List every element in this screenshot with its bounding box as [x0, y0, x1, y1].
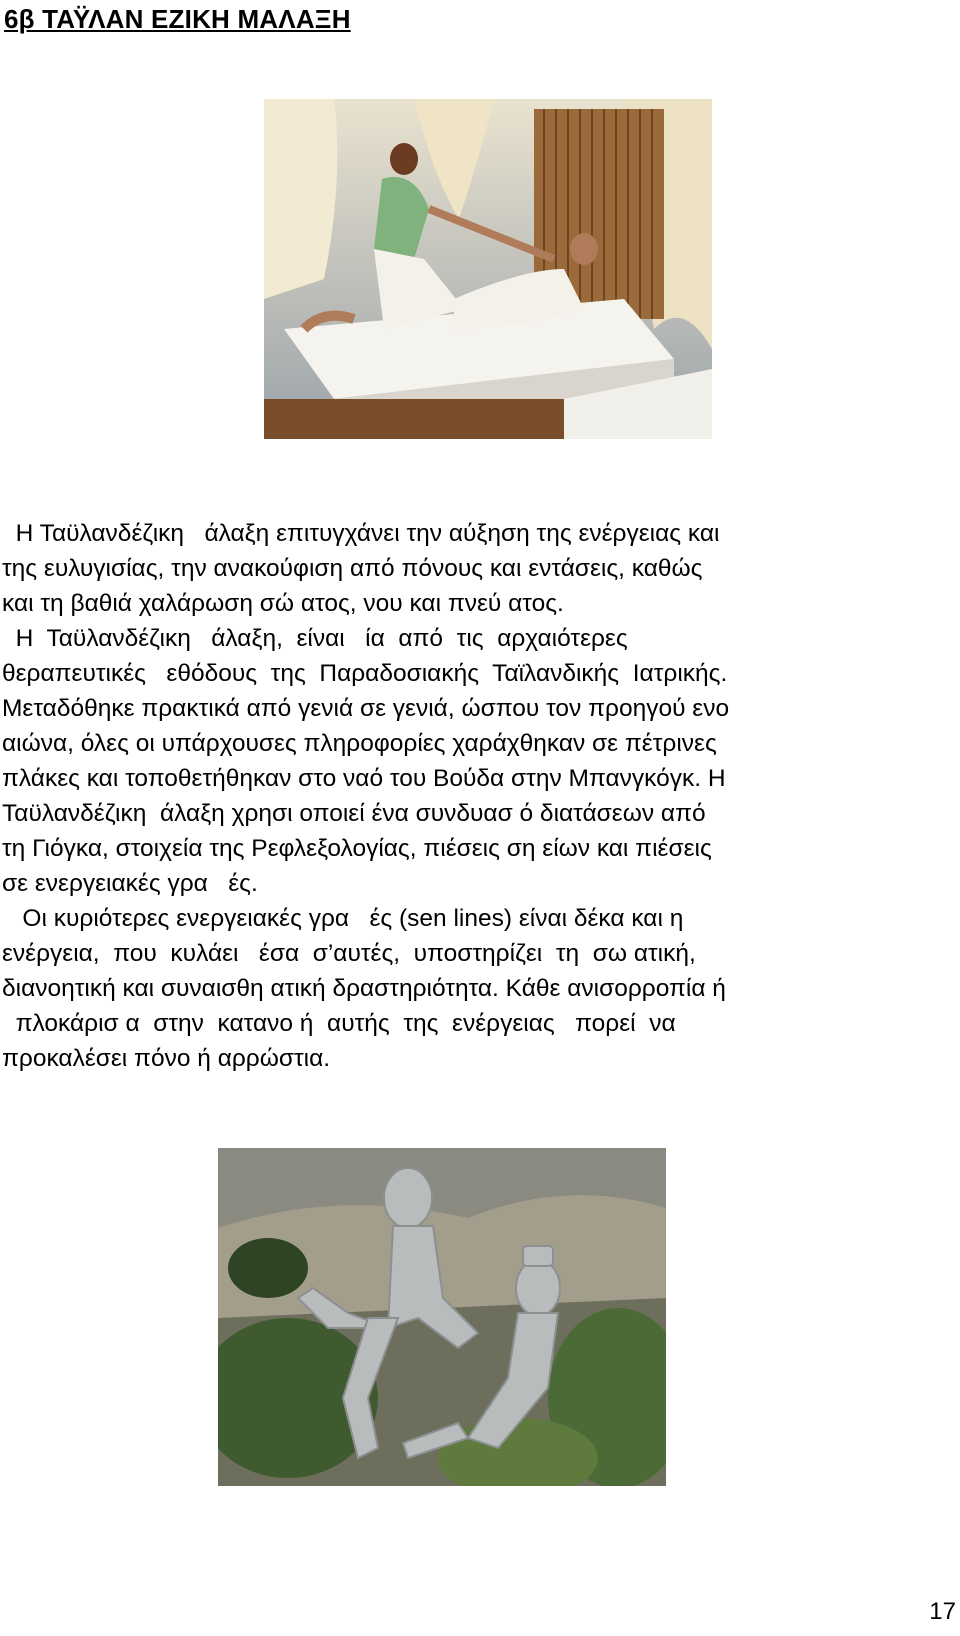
- body-line: θεραπευτικές εθόδους της Παραδοσιακής Ταϊλανδικής Ιατρικής.: [2, 660, 728, 687]
- thai-massage-photo: [264, 99, 712, 439]
- body-line: πλοκάρισ α στην κατανο ή αυτής της ενέργειας πορεί να: [2, 1010, 676, 1037]
- body-line: διανοητική και συναισθη ατική δραστηριότητα. Κάθε ανισορροπία ή: [2, 975, 726, 1002]
- stone-statue-photo: [218, 1148, 666, 1486]
- body-line: αιώνα, όλες οι υπάρχουσες πληροφορίες χαράχθηκαν σε πέτρινες: [2, 730, 717, 757]
- body-line: Μεταδόθηκε πρακτικά από γενιά σε γενιά, ώσπου τον προηγού ενο: [2, 695, 730, 722]
- body-line: πλάκες και τοποθετήθηκαν στο ναό του Βούδα στην Μπανγκόγκ. Η: [2, 765, 726, 792]
- page-number: 17: [929, 1598, 956, 1625]
- body-text: [2, 516, 958, 1076]
- body-line: προκαλέσει πόνο ή αρρώστια.: [2, 1045, 331, 1072]
- body-line: ενέργεια, που κυλάει έσα σ’αυτές, υποστηρίζει τη σω ατική,: [2, 940, 696, 967]
- page-title: 6β ΤΑΫΛΑΝ ΕΖΙΚΗ ΜΑΛΑΞΗ: [4, 4, 351, 34]
- body-line: Η Ταϋλανδέζικη άλαξη, είναι ία από τις αρχαιότερες: [2, 625, 628, 652]
- body-line: τη Γιόγκα, στοιχεία της Ρεφλεξολογίας, πιέσεις ση είων και πιέσεις: [2, 835, 712, 862]
- body-line: Οι κυριότερες ενεργειακές γρα ές (sen lines) είναι δέκα και η: [2, 905, 684, 932]
- body-line: και τη βαθιά χαλάρωση σώ ατος, νου και πνεύ ατος.: [2, 590, 564, 617]
- body-line: Η Ταϋλανδέζικη άλαξη επιτυγχάνει την αύξηση της ενέργειας και: [2, 520, 720, 547]
- body-line: της ευλυγισίας, την ανακούφιση από πόνους και εντάσεις, καθώς: [2, 555, 703, 582]
- body-line: σε ενεργειακές γρα ές.: [2, 870, 258, 897]
- body-line: Ταϋλανδέζικη άλαξη χρησι οποιεί ένα συνδυασ ό διατάσεων από: [2, 800, 706, 827]
